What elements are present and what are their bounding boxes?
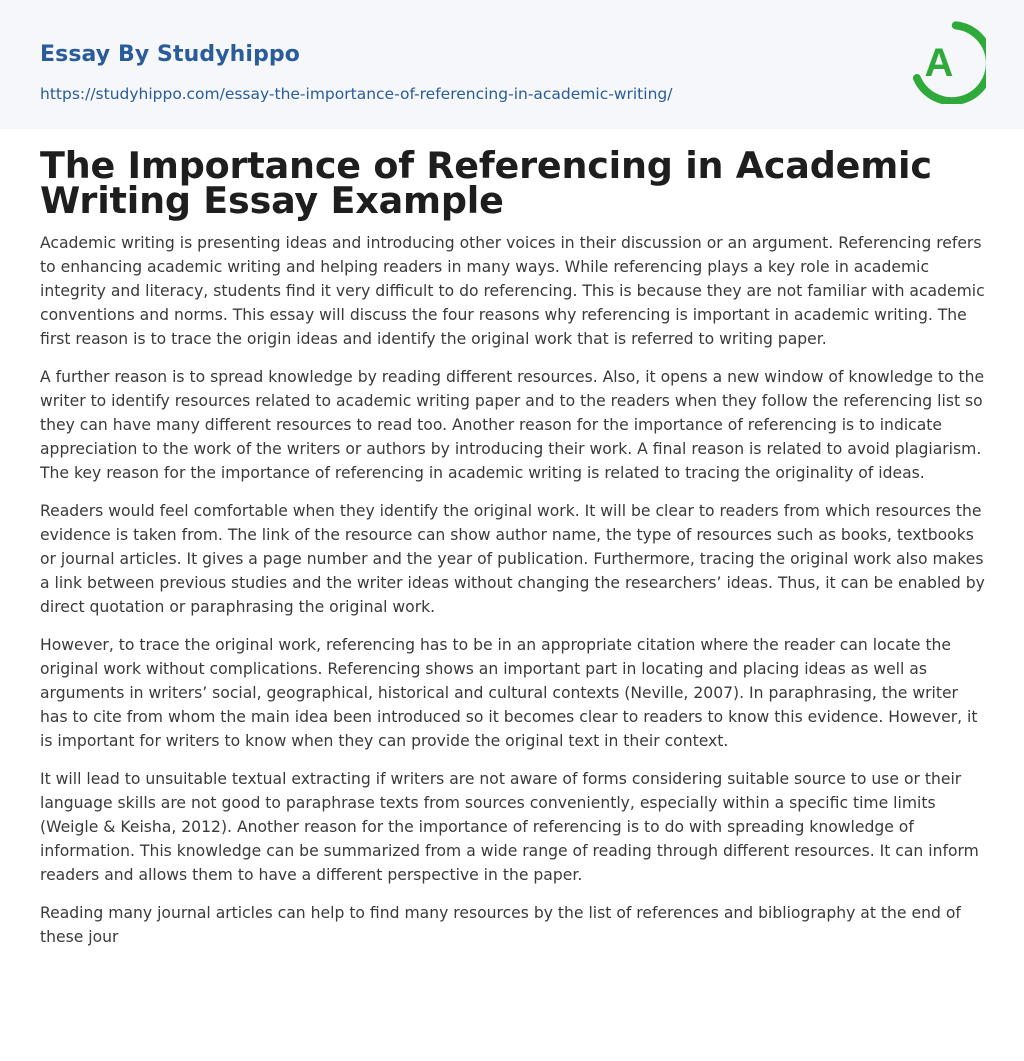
essay-paragraph: Academic writing is presenting ideas and introducing other voices in their discussion or an argument. Referencing refers to enhancing academic writing and helping readers in many ways. While referencing plays a key role in academic integrity and literacy, students find it very difficult to do referencing. This is because they are not familiar with academic conventions and norms. This essay will discuss the four reasons why referencing is important in academic writing. The first reason is to trace the origin ideas and identify the original work that is referred to writing paper. — [40, 234, 985, 348]
essay-title: The Importance of Referencing in Academic Writing Essay Example — [40, 144, 932, 222]
essay-paragraph: Reading many journal articles can help to find many resources by the list of references and bibliography at the end of these jour — [40, 904, 961, 946]
essay-paragraph: It will lead to unsuitable textual extracting if writers are not aware of forms considering suitable source to use or their language skills are not good to paraphrase texts from sources conveniently, especially within a specific time limits (Weigle & Keisha, 2012). Another reason for the importance of referencing is to do with spreading knowledge of information. This knowledge can be summarized from a wide range of reading through different resources. It can inform readers and allows them to have a different perspective in the paper. — [40, 770, 979, 884]
logo-letter: A — [924, 41, 954, 85]
essay-paragraph: However, to trace the original work, referencing has to be in an appropriate citation where the reader can locate the original work without complications. Referencing shows an important part in locating and placing ideas as well as arguments in writers’ social, geographical, historical and cultural contexts (Neville, 2007). In paraphrasing, the writer has to cite from whom the main idea been introduced so it becomes clear to readers to know this evidence. However, it is important for writers to know when they can provide the original text in their context. — [40, 636, 978, 750]
essay-paragraph: Readers would feel comfortable when they identify the original work. It will be clear to readers from which resources the evidence is taken from. The link of the resource can show author name, the type of resources such as books, textbooks or journal articles. It gives a page number and the year of publication. Furthermore, tracing the original work also makes a link between previous studies and the writer ideas without changing the researchers’ ideas. Thus, it can be enabled by direct quotation or paraphrasing the original work. — [40, 502, 985, 616]
source-url-link[interactable]: https://studyhippo.com/essay-the-importance-of-referencing-in-academic-writing/ — [40, 85, 673, 103]
site-brand[interactable]: Essay By Studyhippo — [40, 42, 300, 67]
studyhippo-logo-icon[interactable] — [912, 20, 986, 104]
essay-paragraph: A further reason is to spread knowledge by reading different resources. Also, it opens a new window of knowledge to the writer to identify resources related to academic writing paper and to the readers when they follow the referencing list so they can have many different resources to read too. Another reason for the importance of referencing is to indicate appreciation to the work of the writers or authors by introducing their work. A final reason is related to avoid plagiarism. The key reason for the importance of referencing in academic writing is related to tracing the originality of ideas. — [40, 368, 985, 482]
page-header — [0, 0, 1024, 129]
essay-content — [40, 144, 988, 949]
